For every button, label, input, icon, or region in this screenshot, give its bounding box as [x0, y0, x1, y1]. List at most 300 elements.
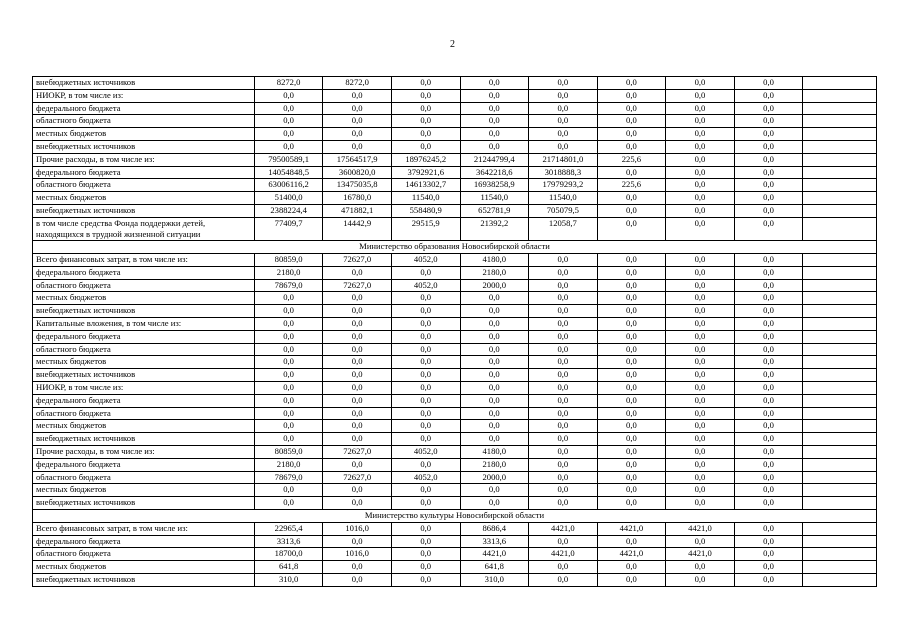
value-cell: 0,0	[597, 128, 666, 141]
table-row	[33, 192, 877, 205]
value-cell: 225,6	[597, 179, 666, 192]
value-cell: 0,0	[529, 369, 598, 382]
value-cell: 0,0	[666, 305, 735, 318]
value-cell: 14613302,7	[391, 179, 460, 192]
value-cell: 0,0	[597, 292, 666, 305]
row-label: местных бюджетов	[33, 356, 255, 369]
value-cell: 0,0	[734, 458, 803, 471]
value-cell: 0,0	[254, 484, 323, 497]
table-row	[33, 458, 877, 471]
table-row	[33, 179, 877, 192]
value-cell: 0,0	[391, 369, 460, 382]
empty-cell	[803, 166, 877, 179]
value-cell: 0,0	[391, 89, 460, 102]
value-cell: 0,0	[666, 166, 735, 179]
row-label: НИОКР, в том числе из:	[33, 89, 255, 102]
table-row	[33, 548, 877, 561]
value-cell: 0,0	[323, 484, 392, 497]
empty-cell	[803, 356, 877, 369]
value-cell: 0,0	[254, 102, 323, 115]
page-number: 2	[450, 39, 455, 50]
value-cell: 0,0	[391, 484, 460, 497]
value-cell: 0,0	[391, 522, 460, 535]
value-cell: 3313,6	[254, 535, 323, 548]
value-cell: 0,0	[597, 561, 666, 574]
row-label: Капитальные вложения, в том числе из:	[33, 317, 255, 330]
row-label: федерального бюджета	[33, 266, 255, 279]
value-cell: 0,0	[734, 484, 803, 497]
value-cell: 8272,0	[323, 77, 392, 90]
table-row	[33, 420, 877, 433]
empty-cell	[803, 573, 877, 586]
table-row	[33, 217, 877, 240]
empty-cell	[803, 292, 877, 305]
value-cell: 0,0	[391, 497, 460, 510]
value-cell: 0,0	[529, 279, 598, 292]
value-cell: 0,0	[666, 458, 735, 471]
empty-cell	[803, 522, 877, 535]
budget-table	[32, 76, 877, 587]
value-cell: 0,0	[391, 458, 460, 471]
row-label: Прочие расходы, в том числе из:	[33, 445, 255, 458]
value-cell: 0,0	[323, 356, 392, 369]
value-cell: 0,0	[666, 140, 735, 153]
value-cell: 0,0	[666, 445, 735, 458]
empty-cell	[803, 305, 877, 318]
table-row	[33, 305, 877, 318]
value-cell: 78679,0	[254, 471, 323, 484]
value-cell: 0,0	[323, 433, 392, 446]
value-cell: 0,0	[254, 394, 323, 407]
empty-cell	[803, 535, 877, 548]
value-cell: 21392,2	[460, 217, 529, 240]
empty-cell	[803, 420, 877, 433]
value-cell: 0,0	[391, 292, 460, 305]
row-label: в том числе средства Фонда поддержки детей, находящихся в трудной жизненной ситуации	[33, 217, 255, 240]
value-cell: 0,0	[734, 179, 803, 192]
value-cell: 0,0	[734, 128, 803, 141]
value-cell: 0,0	[666, 471, 735, 484]
empty-cell	[803, 433, 877, 446]
value-cell: 0,0	[254, 369, 323, 382]
value-cell: 0,0	[391, 381, 460, 394]
value-cell: 0,0	[734, 192, 803, 205]
value-cell: 0,0	[460, 356, 529, 369]
value-cell: 8686,4	[460, 522, 529, 535]
value-cell: 0,0	[666, 128, 735, 141]
row-label: федерального бюджета	[33, 330, 255, 343]
empty-cell	[803, 217, 877, 240]
value-cell: 0,0	[323, 115, 392, 128]
section-header-row	[33, 241, 877, 254]
table-row	[33, 166, 877, 179]
table-row	[33, 471, 877, 484]
table-row	[33, 279, 877, 292]
value-cell: 0,0	[323, 343, 392, 356]
empty-cell	[803, 394, 877, 407]
value-cell: 2180,0	[254, 458, 323, 471]
table-row	[33, 204, 877, 217]
value-cell: 0,0	[391, 433, 460, 446]
value-cell: 0,0	[734, 420, 803, 433]
value-cell: 3018888,3	[529, 166, 598, 179]
row-label: внебюджетных источников	[33, 77, 255, 90]
value-cell: 21244799,4	[460, 153, 529, 166]
value-cell: 0,0	[734, 217, 803, 240]
value-cell: 0,0	[597, 317, 666, 330]
value-cell: 0,0	[460, 484, 529, 497]
value-cell: 0,0	[460, 369, 529, 382]
empty-cell	[803, 330, 877, 343]
value-cell: 4052,0	[391, 471, 460, 484]
section-header-row	[33, 509, 877, 522]
value-cell: 0,0	[323, 497, 392, 510]
value-cell: 3313,6	[460, 535, 529, 548]
value-cell: 12058,7	[529, 217, 598, 240]
row-label: Прочие расходы, в том числе из:	[33, 153, 255, 166]
table-row	[33, 317, 877, 330]
value-cell: 652781,9	[460, 204, 529, 217]
value-cell: 0,0	[597, 217, 666, 240]
empty-cell	[803, 484, 877, 497]
value-cell: 0,0	[666, 279, 735, 292]
value-cell: 0,0	[666, 153, 735, 166]
table-row	[33, 394, 877, 407]
empty-cell	[803, 128, 877, 141]
value-cell: 225,6	[597, 153, 666, 166]
value-cell: 0,0	[734, 140, 803, 153]
empty-cell	[803, 445, 877, 458]
empty-cell	[803, 204, 877, 217]
value-cell: 11540,0	[391, 192, 460, 205]
value-cell: 4421,0	[529, 522, 598, 535]
value-cell: 0,0	[391, 115, 460, 128]
value-cell: 0,0	[254, 343, 323, 356]
empty-cell	[803, 343, 877, 356]
value-cell: 4421,0	[597, 548, 666, 561]
value-cell: 0,0	[254, 356, 323, 369]
value-cell: 0,0	[391, 266, 460, 279]
table-row	[33, 356, 877, 369]
empty-cell	[803, 317, 877, 330]
table-row	[33, 266, 877, 279]
value-cell: 0,0	[597, 497, 666, 510]
value-cell: 0,0	[734, 343, 803, 356]
value-cell: 0,0	[391, 407, 460, 420]
value-cell: 3600820,0	[323, 166, 392, 179]
value-cell: 72627,0	[323, 471, 392, 484]
value-cell: 0,0	[734, 77, 803, 90]
row-label: областного бюджета	[33, 343, 255, 356]
value-cell: 0,0	[734, 445, 803, 458]
value-cell: 0,0	[597, 279, 666, 292]
value-cell: 0,0	[666, 317, 735, 330]
value-cell: 2388224,4	[254, 204, 323, 217]
value-cell: 0,0	[254, 305, 323, 318]
value-cell: 0,0	[666, 535, 735, 548]
value-cell: 0,0	[254, 292, 323, 305]
value-cell: 0,0	[323, 305, 392, 318]
value-cell: 0,0	[734, 471, 803, 484]
value-cell: 0,0	[597, 381, 666, 394]
value-cell: 72627,0	[323, 253, 392, 266]
value-cell: 0,0	[391, 548, 460, 561]
empty-cell	[803, 89, 877, 102]
value-cell: 0,0	[254, 381, 323, 394]
value-cell: 0,0	[734, 407, 803, 420]
empty-cell	[803, 471, 877, 484]
value-cell: 78679,0	[254, 279, 323, 292]
empty-cell	[803, 407, 877, 420]
value-cell: 0,0	[460, 89, 529, 102]
table-row	[33, 535, 877, 548]
value-cell: 0,0	[666, 497, 735, 510]
value-cell: 0,0	[734, 497, 803, 510]
value-cell: 14442,9	[323, 217, 392, 240]
value-cell: 0,0	[529, 535, 598, 548]
value-cell: 2180,0	[254, 266, 323, 279]
value-cell: 0,0	[391, 305, 460, 318]
value-cell: 0,0	[460, 128, 529, 141]
value-cell: 0,0	[529, 445, 598, 458]
value-cell: 2180,0	[460, 266, 529, 279]
value-cell: 0,0	[734, 330, 803, 343]
value-cell: 0,0	[597, 330, 666, 343]
value-cell: 0,0	[597, 305, 666, 318]
value-cell: 0,0	[391, 330, 460, 343]
value-cell: 0,0	[323, 292, 392, 305]
row-label: местных бюджетов	[33, 484, 255, 497]
row-label: местных бюджетов	[33, 420, 255, 433]
value-cell: 1016,0	[323, 522, 392, 535]
row-label: внебюджетных источников	[33, 140, 255, 153]
value-cell: 0,0	[734, 548, 803, 561]
value-cell: 0,0	[666, 179, 735, 192]
value-cell: 0,0	[323, 420, 392, 433]
value-cell: 0,0	[666, 115, 735, 128]
value-cell: 51400,0	[254, 192, 323, 205]
row-label: областного бюджета	[33, 471, 255, 484]
value-cell: 0,0	[666, 561, 735, 574]
value-cell: 0,0	[529, 102, 598, 115]
empty-cell	[803, 497, 877, 510]
value-cell: 0,0	[529, 433, 598, 446]
value-cell: 0,0	[323, 140, 392, 153]
value-cell: 0,0	[597, 394, 666, 407]
value-cell: 0,0	[597, 140, 666, 153]
row-label: областного бюджета	[33, 179, 255, 192]
value-cell: 0,0	[597, 266, 666, 279]
row-label: федерального бюджета	[33, 102, 255, 115]
value-cell: 0,0	[529, 484, 598, 497]
value-cell: 0,0	[254, 128, 323, 141]
table-row	[33, 407, 877, 420]
empty-cell	[803, 102, 877, 115]
value-cell: 0,0	[323, 381, 392, 394]
empty-cell	[803, 369, 877, 382]
value-cell: 0,0	[391, 140, 460, 153]
value-cell: 0,0	[666, 102, 735, 115]
value-cell: 0,0	[391, 420, 460, 433]
value-cell: 0,0	[323, 573, 392, 586]
value-cell: 0,0	[391, 317, 460, 330]
value-cell: 310,0	[254, 573, 323, 586]
value-cell: 21714801,0	[529, 153, 598, 166]
value-cell: 0,0	[666, 407, 735, 420]
value-cell: 0,0	[529, 458, 598, 471]
value-cell: 0,0	[597, 484, 666, 497]
value-cell: 0,0	[323, 266, 392, 279]
value-cell: 0,0	[323, 102, 392, 115]
row-label: федерального бюджета	[33, 166, 255, 179]
value-cell: 0,0	[597, 253, 666, 266]
empty-cell	[803, 192, 877, 205]
value-cell: 0,0	[597, 535, 666, 548]
value-cell: 0,0	[666, 369, 735, 382]
row-label: федерального бюджета	[33, 535, 255, 548]
section-title: Министерство образования Новосибирской области	[33, 241, 877, 254]
value-cell: 0,0	[460, 420, 529, 433]
table-row	[33, 330, 877, 343]
row-label: внебюджетных источников	[33, 204, 255, 217]
value-cell: 72627,0	[323, 279, 392, 292]
value-cell: 0,0	[666, 420, 735, 433]
value-cell: 0,0	[529, 305, 598, 318]
value-cell: 4421,0	[529, 548, 598, 561]
value-cell: 0,0	[734, 535, 803, 548]
value-cell: 0,0	[529, 317, 598, 330]
table-row	[33, 497, 877, 510]
value-cell: 0,0	[254, 330, 323, 343]
value-cell: 0,0	[529, 330, 598, 343]
value-cell: 0,0	[529, 394, 598, 407]
empty-cell	[803, 77, 877, 90]
empty-cell	[803, 561, 877, 574]
value-cell: 0,0	[597, 458, 666, 471]
table-row	[33, 381, 877, 394]
value-cell: 0,0	[254, 317, 323, 330]
table-row	[33, 77, 877, 90]
value-cell: 0,0	[323, 535, 392, 548]
table-row	[33, 292, 877, 305]
value-cell: 0,0	[597, 471, 666, 484]
value-cell: 0,0	[734, 89, 803, 102]
value-cell: 0,0	[391, 535, 460, 548]
value-cell: 0,0	[323, 458, 392, 471]
value-cell: 0,0	[323, 369, 392, 382]
row-label: внебюджетных источников	[33, 369, 255, 382]
value-cell: 0,0	[597, 166, 666, 179]
value-cell: 0,0	[254, 89, 323, 102]
value-cell: 0,0	[323, 89, 392, 102]
value-cell: 4421,0	[597, 522, 666, 535]
value-cell: 0,0	[734, 356, 803, 369]
value-cell: 0,0	[666, 343, 735, 356]
value-cell: 4052,0	[391, 253, 460, 266]
value-cell: 0,0	[391, 561, 460, 574]
value-cell: 0,0	[734, 305, 803, 318]
row-label: местных бюджетов	[33, 128, 255, 141]
value-cell: 0,0	[460, 77, 529, 90]
value-cell: 0,0	[734, 115, 803, 128]
value-cell: 0,0	[666, 381, 735, 394]
row-label: областного бюджета	[33, 548, 255, 561]
value-cell: 310,0	[460, 573, 529, 586]
empty-cell	[803, 179, 877, 192]
row-label: местных бюджетов	[33, 192, 255, 205]
value-cell: 471882,1	[323, 204, 392, 217]
value-cell: 0,0	[529, 140, 598, 153]
value-cell: 0,0	[529, 407, 598, 420]
value-cell: 0,0	[666, 217, 735, 240]
value-cell: 0,0	[391, 394, 460, 407]
value-cell: 0,0	[529, 89, 598, 102]
row-label: Всего финансовых затрат, в том числе из:	[33, 522, 255, 535]
value-cell: 4421,0	[460, 548, 529, 561]
value-cell: 0,0	[597, 433, 666, 446]
row-label: областного бюджета	[33, 115, 255, 128]
value-cell: 0,0	[666, 484, 735, 497]
value-cell: 0,0	[323, 330, 392, 343]
value-cell: 0,0	[529, 356, 598, 369]
table-row	[33, 484, 877, 497]
value-cell: 0,0	[597, 102, 666, 115]
value-cell: 0,0	[597, 407, 666, 420]
value-cell: 0,0	[529, 561, 598, 574]
value-cell: 0,0	[734, 166, 803, 179]
value-cell: 641,8	[254, 561, 323, 574]
value-cell: 0,0	[529, 471, 598, 484]
value-cell: 0,0	[734, 292, 803, 305]
value-cell: 13475035,8	[323, 179, 392, 192]
value-cell: 558480,9	[391, 204, 460, 217]
value-cell: 14054848,5	[254, 166, 323, 179]
value-cell: 0,0	[597, 192, 666, 205]
value-cell: 0,0	[734, 573, 803, 586]
value-cell: 0,0	[666, 292, 735, 305]
row-label: федерального бюджета	[33, 394, 255, 407]
row-label: федерального бюджета	[33, 458, 255, 471]
value-cell: 17564517,9	[323, 153, 392, 166]
value-cell: 0,0	[734, 317, 803, 330]
table-row	[33, 573, 877, 586]
value-cell: 0,0	[460, 433, 529, 446]
value-cell: 0,0	[529, 343, 598, 356]
value-cell: 0,0	[323, 561, 392, 574]
value-cell: 4421,0	[666, 522, 735, 535]
value-cell: 18976245,2	[391, 153, 460, 166]
value-cell: 0,0	[323, 128, 392, 141]
table-row	[33, 253, 877, 266]
value-cell: 0,0	[460, 317, 529, 330]
table-row	[33, 343, 877, 356]
value-cell: 0,0	[666, 266, 735, 279]
value-cell: 0,0	[391, 356, 460, 369]
row-label: внебюджетных источников	[33, 433, 255, 446]
value-cell: 0,0	[391, 77, 460, 90]
value-cell: 0,0	[460, 394, 529, 407]
value-cell: 0,0	[734, 433, 803, 446]
value-cell: 17979293,2	[529, 179, 598, 192]
value-cell: 0,0	[734, 153, 803, 166]
value-cell: 0,0	[529, 292, 598, 305]
value-cell: 705079,5	[529, 204, 598, 217]
value-cell: 0,0	[460, 115, 529, 128]
value-cell: 80859,0	[254, 445, 323, 458]
value-cell: 0,0	[734, 561, 803, 574]
table-row	[33, 153, 877, 166]
value-cell: 0,0	[597, 445, 666, 458]
